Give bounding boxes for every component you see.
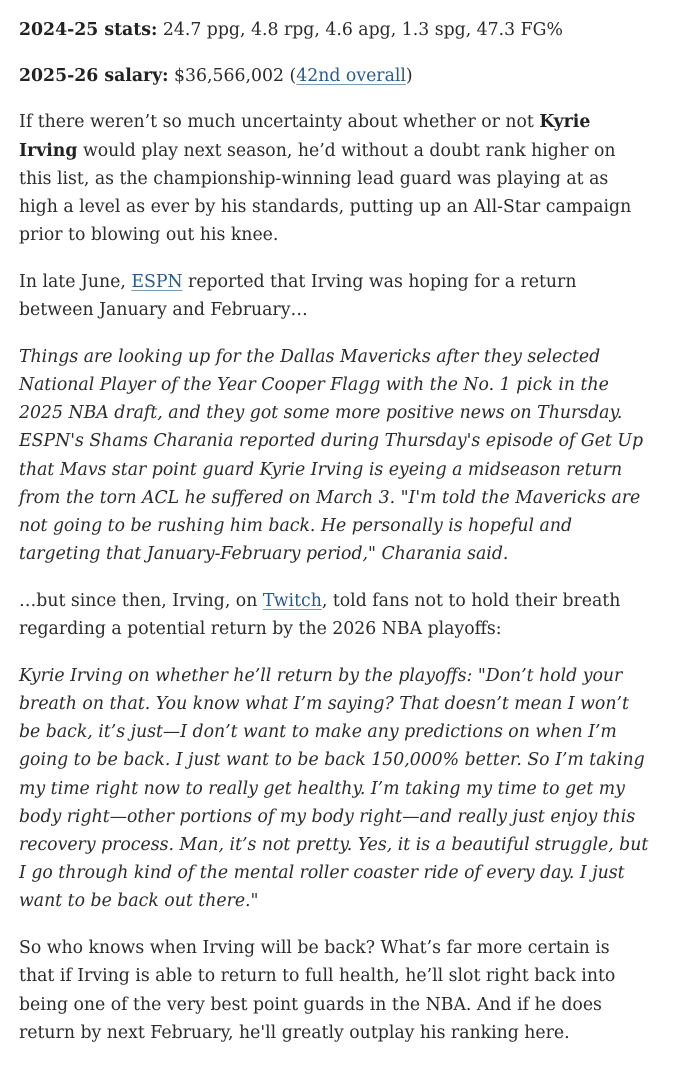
salary-value: $36,566,002 ( bbox=[168, 66, 297, 87]
stats-label: 2024-25 stats: bbox=[19, 20, 158, 40]
espn-text-end: reported that Irving was hoping for a return between January and February… bbox=[19, 271, 577, 321]
espn-paragraph bbox=[19, 268, 649, 324]
twitch-link[interactable]: Twitch bbox=[262, 590, 322, 611]
player-name: Kyrie Irving bbox=[19, 112, 591, 161]
stats-line bbox=[19, 16, 649, 44]
espn-quote: Things are looking up for the Dallas Mavericks after they selected National Player of the Year Cooper Flagg with the No. 1 pick in the 2025 NBA draft, and they got some more positive news on Thursday. ESPN's Shams Charania reported during Thursday's episode of Get Up that Mavs star point guard Kyrie Irving is eyeing a midseason return from the torn ACL he suffered on March 3. "I'm told the Mavericks are not going to be rushing him back. He personally is hopeful and targeting that January-February period," Charania said. bbox=[19, 346, 644, 565]
irving-quote: Kyrie Irving on whether he’ll return by the playoffs: "Don’t hold your breath on that. You know what I’m saying? That doesn’t mean I won’t be back, it’s just—I don’t want to make any predictions on when I’m going to be back. I just want to be back 150,000% better. So I’m taking my time right now to really get healthy. I’m taking my time to get my body right—other portions of my body right—and really just enjoy this recovery process. Man, it’s not pretty. Yes, it is a beautiful struggle, but I go through kind of the mental roller coaster ride of every day. I just want to be back out there." bbox=[19, 665, 649, 912]
salary-close-paren: ) bbox=[405, 66, 413, 87]
intro-paragraph bbox=[19, 108, 649, 249]
salary-rank-link[interactable]: 42nd overall bbox=[296, 66, 406, 87]
closing-paragraph: So who knows when Irving will be back? What’s far more certain is that if Irving is able to return to full health, he’ll slot right back into being one of the very best point guards in the NBA. And if he does return by next February, he'll greatly outplay his ranking here. bbox=[19, 938, 616, 1043]
intro-text-end: would play next season, he’d without a doubt rank higher on this list, as the championship-winning lead guard was playing at as high a level as ever by his standards, putting up an All-Star campaign prior to blowing out his knee. bbox=[19, 140, 632, 246]
twitch-text-start: …but since then, Irving, on bbox=[19, 590, 263, 611]
intro-text-start: If there weren’t so much uncertainty about whether or not bbox=[19, 112, 540, 133]
twitch-paragraph bbox=[19, 587, 649, 643]
stats-value: 24.7 ppg, 4.8 rpg, 4.6 apg, 1.3 spg, 47.3 FG% bbox=[157, 20, 563, 40]
article-body bbox=[19, 16, 649, 1066]
twitch-text-end: , told fans not to hold their breath regarding a potential return by the 2026 NBA playoffs: bbox=[19, 590, 621, 640]
espn-link[interactable]: ESPN bbox=[131, 271, 183, 292]
salary-line bbox=[19, 62, 649, 90]
espn-text-start: In late June, bbox=[19, 271, 132, 292]
salary-label: 2025-26 salary: bbox=[19, 66, 169, 87]
